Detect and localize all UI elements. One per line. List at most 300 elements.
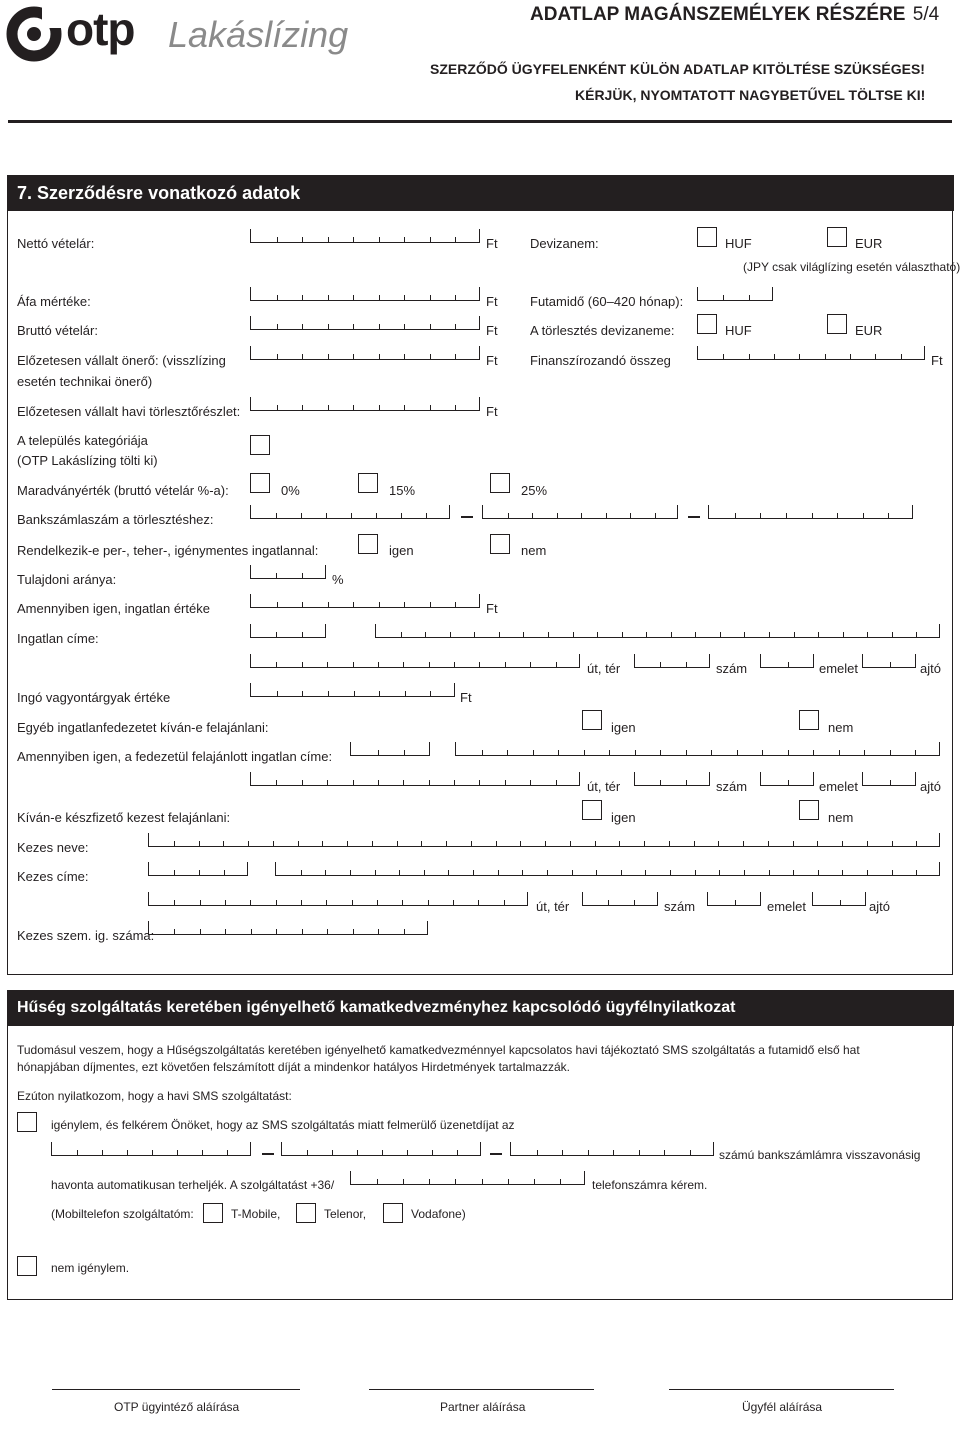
field-cell-tick [430, 295, 431, 300]
field-cell-tick [302, 780, 303, 785]
field-cell-tick [276, 632, 277, 637]
huf-label: HUF [725, 236, 752, 251]
field-cell-tick [378, 780, 379, 785]
field-cell-tick [474, 632, 475, 637]
field-cell-tick [430, 354, 431, 359]
field-cell-tick [453, 900, 454, 905]
field-cell-tick [328, 295, 329, 300]
field-cell-tick [352, 900, 353, 905]
field-cell-tick [177, 1150, 178, 1155]
kezes-szam-field[interactable] [582, 892, 658, 906]
pct25-label: 25% [521, 483, 548, 498]
field-cell-tick [473, 870, 474, 875]
field-cell-tick [404, 405, 405, 410]
rendelkezik-nem-checkbox[interactable] [490, 534, 510, 554]
fedezet-szam-field[interactable] [634, 772, 710, 786]
field-cell-tick [351, 513, 352, 518]
ut-ter-label: út, tér [536, 899, 570, 914]
field-cell-tick [326, 513, 327, 518]
telenor-checkbox[interactable] [296, 1203, 316, 1223]
field-cell-tick [588, 1150, 589, 1155]
field-cell-tick [225, 929, 226, 934]
bankszamla-field-2[interactable] [482, 505, 678, 519]
ingatlan-emelet-field[interactable] [760, 654, 814, 668]
field-cell-tick [174, 870, 175, 875]
field-cell-tick [839, 750, 840, 755]
field-cell-tick [744, 632, 745, 637]
kezes-kerdes-label: Kíván-e készfizető kezest felajánlani: [17, 810, 231, 825]
field-cell-tick [404, 354, 405, 359]
field-cell-tick [842, 870, 843, 875]
field-cell-tick [670, 870, 671, 875]
ingatlan-varos-field[interactable] [375, 624, 940, 638]
finanszirozando-label: Finanszírozandó összeg [530, 353, 671, 368]
ft-label: Ft [486, 294, 498, 309]
field-cell-tick [223, 841, 224, 846]
rendelkezik-igen-checkbox[interactable] [358, 534, 378, 554]
field-cell-tick [557, 513, 558, 518]
field-cell-tick [426, 513, 427, 518]
field-cell-tick [532, 513, 533, 518]
field-cell-tick [533, 750, 534, 755]
field-cell-tick [378, 662, 379, 667]
field-cell-tick [609, 750, 610, 755]
field-cell-tick [446, 841, 447, 846]
field-cell-tick [301, 870, 302, 875]
szam-label: szám [716, 661, 748, 676]
field-cell-tick [353, 324, 354, 329]
ingatlan-erteke-label: Amennyiben igen, ingatlan értéke [17, 601, 210, 616]
field-cell-tick [379, 691, 380, 696]
ft-label: Ft [486, 323, 498, 338]
field-cell-tick [174, 900, 175, 905]
field-cell-tick [619, 841, 620, 846]
egyeb-igen-checkbox[interactable] [582, 710, 602, 730]
fedezet-utca-field[interactable] [250, 772, 580, 786]
field-cell-tick [421, 841, 422, 846]
field-cell-tick [530, 662, 531, 667]
field-cell-tick [397, 841, 398, 846]
field-cell-tick [560, 1179, 561, 1184]
ingatlan-erteke-field[interactable] [250, 594, 480, 608]
tmobile-label: T-Mobile, [231, 1207, 281, 1221]
havi-torleszto-label: Előzetesen vállalt havi törlesztőrészlet: [17, 404, 241, 419]
kezes-szem-label: Kezes szem. ig. száma: [17, 928, 155, 943]
finanszirozando-field[interactable] [697, 346, 925, 360]
field-cell-tick [248, 841, 249, 846]
field-cell-tick [302, 405, 303, 410]
field-cell-tick [711, 750, 712, 755]
eur-label: EUR [855, 236, 883, 251]
kezes-szem-field[interactable] [148, 921, 428, 935]
field-cell-tick [735, 513, 736, 518]
kezes-utca-field[interactable] [148, 892, 528, 906]
emelet-label: emelet [819, 661, 859, 676]
kezes-emelet-field[interactable] [707, 892, 761, 906]
field-cell-tick [522, 870, 523, 875]
field-cell-tick [581, 513, 582, 518]
separator-dash [461, 516, 473, 518]
field-cell-tick [718, 841, 719, 846]
field-cell-tick [840, 900, 841, 905]
kezes-varos-field[interactable] [275, 862, 940, 876]
kezes-irsz-field[interactable] [148, 862, 248, 876]
field-cell-tick [353, 405, 354, 410]
field-cell-tick [507, 750, 508, 755]
field-cell-tick [749, 354, 750, 359]
havonta-text: havonta automatikusan terheljék. A szolgáltatást +36/ [51, 1178, 335, 1192]
field-cell-tick [867, 632, 868, 637]
field-cell-tick [403, 662, 404, 667]
field-cell-tick [353, 237, 354, 242]
field-cell-tick [793, 870, 794, 875]
ut-ter-label: út, tér [587, 779, 621, 794]
ft-label: Ft [486, 236, 498, 251]
field-cell-tick [482, 750, 483, 755]
field-cell-tick [523, 632, 524, 637]
field-cell-tick [768, 841, 769, 846]
igen-label: igen [389, 543, 414, 558]
field-cell-tick [645, 870, 646, 875]
field-cell-tick [277, 354, 278, 359]
field-cell-tick [793, 841, 794, 846]
field-cell-tick [399, 870, 400, 875]
netto-label: Nettó vételár: [17, 236, 95, 251]
field-cell-tick [405, 691, 406, 696]
devizanem-huf-checkbox[interactable] [697, 227, 717, 247]
nem-label: nem [828, 720, 854, 735]
sms-bankszamla-field-1[interactable] [51, 1142, 251, 1156]
field-cell-tick [892, 632, 893, 637]
field-cell-tick [347, 841, 348, 846]
section-7-title: 7. Szerződésre vonatkozó adatok [8, 175, 954, 211]
huseg-p2: Ezúton nyilatkozom, hogy a havi SMS szolgáltatást: [17, 1089, 292, 1103]
bankszamla-field-3[interactable] [708, 505, 913, 519]
ft-label: Ft [486, 353, 498, 368]
field-cell-tick [545, 841, 546, 846]
field-cell-tick [430, 324, 431, 329]
fedezet-irsz-field[interactable] [350, 742, 430, 756]
field-cell-tick [530, 780, 531, 785]
devizanem-label: Devizanem: [530, 236, 599, 251]
field-cell-tick [890, 662, 891, 667]
devizanem-eur-checkbox[interactable] [827, 227, 847, 247]
field-cell-tick [630, 513, 631, 518]
egyeb-label: Egyéb ingatlanfedezetet kíván-e felajánlani: [17, 720, 269, 735]
futamido-field[interactable] [697, 287, 773, 301]
igenylem-checkbox[interactable] [17, 1112, 37, 1132]
bankszamla-label: Bankszámlaszám a törlesztéshez: [17, 512, 214, 527]
onero-label-2: esetén technikai önerő) [17, 374, 153, 389]
field-cell-tick [328, 602, 329, 607]
field-cell-tick [622, 632, 623, 637]
field-cell-tick [250, 900, 251, 905]
field-cell-tick [328, 237, 329, 242]
field-cell-tick [277, 324, 278, 329]
field-cell-tick [639, 1150, 640, 1155]
field-cell-tick [174, 929, 175, 934]
netto-field[interactable] [250, 229, 480, 243]
tulajdoni-label: Tulajdoni aránya: [17, 572, 117, 587]
field-cell-tick [429, 1179, 430, 1184]
field-cell-tick [302, 324, 303, 329]
field-cell-tick [723, 295, 724, 300]
nem-igenylem-checkbox[interactable] [17, 1256, 37, 1276]
field-cell-tick [325, 870, 326, 875]
torlesztes-huf-checkbox[interactable] [697, 314, 717, 334]
bankszamlara-text: számú bankszámlámra visszavonásig [719, 1148, 921, 1162]
ingatlan-ajto-field[interactable] [862, 654, 916, 668]
field-cell-tick [479, 780, 480, 785]
field-cell-tick [227, 1150, 228, 1155]
egyeb-nem-checkbox[interactable] [799, 710, 819, 730]
field-cell-tick [378, 750, 379, 755]
kezes-nem-checkbox[interactable] [799, 800, 819, 820]
field-cell-tick [788, 780, 789, 785]
field-cell-tick [200, 929, 201, 934]
ft-label: Ft [460, 690, 472, 705]
header-note-1: SZERZŐDŐ ÜGYFELENKÉNT KÜLÖN ADATLAP KITÖLTÉSE SZÜKSÉGES! [430, 61, 925, 77]
field-cell-tick [202, 1150, 203, 1155]
separator-dash [262, 1153, 274, 1155]
ft-label: Ft [931, 353, 943, 368]
field-cell-tick [448, 870, 449, 875]
telefon-field[interactable] [350, 1171, 585, 1185]
emelet-label: emelet [767, 899, 807, 914]
vodafone-checkbox[interactable] [383, 1203, 403, 1223]
field-cell-tick [534, 1179, 535, 1184]
kezes-neve-label: Kezes neve: [17, 840, 89, 855]
ajto-label: ajtó [920, 779, 941, 794]
field-cell-tick [328, 354, 329, 359]
ingatlan-utca-field[interactable] [250, 654, 580, 668]
section-7-box [7, 175, 953, 975]
field-cell-tick [102, 1150, 103, 1155]
field-cell-tick [570, 841, 571, 846]
emelet-label: emelet [819, 779, 859, 794]
field-cell-tick [224, 870, 225, 875]
kezes-neve-field[interactable] [148, 833, 940, 847]
szam-label: szám [716, 779, 748, 794]
field-cell-tick [328, 324, 329, 329]
maradvany-label: Maradványérték (bruttó vételár %-a): [17, 483, 229, 498]
field-cell-tick [277, 691, 278, 696]
onero-field[interactable] [250, 346, 480, 360]
field-cell-tick [302, 602, 303, 607]
field-cell-tick [200, 900, 201, 905]
field-cell-tick [479, 662, 480, 667]
igen-label: igen [611, 720, 636, 735]
field-cell-tick [225, 900, 226, 905]
field-cell-tick [404, 237, 405, 242]
field-cell-tick [429, 780, 430, 785]
field-cell-tick [277, 602, 278, 607]
field-cell-tick [379, 237, 380, 242]
field-cell-tick [302, 632, 303, 637]
field-cell-tick [430, 405, 431, 410]
field-cell-tick [556, 780, 557, 785]
logo-subtext: Lakáslízing [168, 14, 349, 55]
havi-torleszto-field[interactable] [250, 397, 480, 411]
field-cell-tick [455, 354, 456, 359]
signature-line-ugyfel[interactable] [669, 1389, 894, 1390]
signature-line-otp[interactable] [52, 1389, 300, 1390]
field-cell-tick [720, 632, 721, 637]
field-cell-tick [737, 750, 738, 755]
field-cell-tick [457, 1150, 458, 1155]
field-cell-tick [596, 870, 597, 875]
field-cell-tick [353, 354, 354, 359]
field-cell-tick [634, 900, 635, 905]
maradvany-15-checkbox[interactable] [358, 473, 378, 493]
field-cell-tick [302, 237, 303, 242]
field-cell-tick [432, 1150, 433, 1155]
field-cell-tick [669, 841, 670, 846]
field-cell-tick [353, 295, 354, 300]
telefonszamra-text: telefonszámra kérem. [592, 1178, 708, 1192]
field-cell-tick [863, 513, 864, 518]
brutto-label: Bruttó vételár: [17, 323, 98, 338]
jpy-note: (JPY csak világlízing esetén választható) [743, 260, 960, 274]
field-cell-tick [686, 750, 687, 755]
fedezet-varos-field[interactable] [455, 742, 940, 756]
pct0-label: 0% [281, 483, 300, 498]
field-cell-tick [353, 929, 354, 934]
field-cell-tick [504, 900, 505, 905]
ingatlan-szam-field[interactable] [634, 654, 710, 668]
field-cell-tick [328, 691, 329, 696]
field-cell-tick [298, 841, 299, 846]
field-cell-tick [547, 870, 548, 875]
field-cell-tick [276, 573, 277, 578]
field-cell-tick [556, 662, 557, 667]
field-cell-tick [375, 870, 376, 875]
field-cell-tick [788, 662, 789, 667]
szam-label: szám [664, 899, 696, 914]
field-cell-tick [277, 237, 278, 242]
field-cell-tick [277, 295, 278, 300]
field-cell-tick [404, 750, 405, 755]
field-cell-tick [402, 900, 403, 905]
field-cell-tick [332, 1150, 333, 1155]
bankszamla-field-1[interactable] [250, 505, 450, 519]
field-cell-tick [812, 513, 813, 518]
field-cell-tick [916, 841, 917, 846]
field-cell-tick [498, 870, 499, 875]
field-cell-tick [430, 237, 431, 242]
header-note-2: KÉRJÜK, NYOMTATOTT NAGYBETŰVEL TÖLTSE KI! [575, 87, 926, 103]
sms-bankszamla-field-3[interactable] [510, 1142, 714, 1156]
field-cell-tick [613, 1150, 614, 1155]
fedezet-ajto-field[interactable] [862, 772, 916, 786]
torlesztes-eur-checkbox[interactable] [827, 314, 847, 334]
field-cell-tick [376, 513, 377, 518]
field-cell-tick [735, 900, 736, 905]
field-cell-tick [377, 1179, 378, 1184]
signature-line-partner[interactable] [369, 1389, 594, 1390]
ingatlan-irsz-field[interactable] [250, 624, 326, 638]
field-cell-tick [276, 929, 277, 934]
field-cell-tick [505, 780, 506, 785]
maradvany-0-checkbox[interactable] [250, 473, 270, 493]
field-cell-tick [774, 354, 775, 359]
field-cell-tick [744, 870, 745, 875]
field-cell-tick [660, 662, 661, 667]
field-cell-tick [276, 900, 277, 905]
field-cell-tick [478, 900, 479, 905]
field-cell-tick [760, 513, 761, 518]
field-cell-tick [813, 750, 814, 755]
field-cell-tick [455, 324, 456, 329]
field-cell-tick [548, 632, 549, 637]
field-cell-tick [302, 295, 303, 300]
huseg-p1-line2: hónapjában díjmentes, ezt követően felszámított díját a mindenkor hatályos Hirdetmények tartalmazzák. [17, 1060, 570, 1074]
field-cell-tick [328, 405, 329, 410]
sms-bankszamla-field-2[interactable] [281, 1142, 481, 1156]
field-cell-tick [401, 513, 402, 518]
onero-label-1: Előzetesen vállalt önerő: (visszlízing [17, 353, 226, 368]
signature-label-partner: Partner aláírása [440, 1400, 526, 1414]
field-cell-tick [660, 780, 661, 785]
ingo-field[interactable] [250, 683, 455, 697]
telepules-label-1: A település kategóriája [17, 433, 148, 448]
field-cell-tick [454, 780, 455, 785]
field-cell-tick [455, 295, 456, 300]
field-cell-tick [850, 354, 851, 359]
tulajdoni-field[interactable] [250, 565, 326, 579]
rendelkezik-label: Rendelkezik-e per-, teher-, igénymentes ingatlannal: [17, 543, 319, 558]
torlesztes-devizanem-label: A törlesztés devizaneme: [530, 323, 675, 338]
kezes-ajto-field[interactable] [812, 892, 866, 906]
kezes-cime-label: Kezes címe: [17, 869, 89, 884]
field-cell-tick [455, 405, 456, 410]
field-cell-tick [743, 841, 744, 846]
field-cell-tick [508, 513, 509, 518]
field-cell-tick [302, 929, 303, 934]
field-cell-tick [430, 602, 431, 607]
field-cell-tick [890, 750, 891, 755]
field-cell-tick [301, 900, 302, 905]
separator-dash [688, 516, 700, 518]
field-cell-tick [354, 691, 355, 696]
afa-field[interactable] [250, 287, 480, 301]
field-cell-tick [455, 237, 456, 242]
telepules-box[interactable] [250, 435, 270, 455]
field-cell-tick [404, 295, 405, 300]
field-cell-tick [892, 870, 893, 875]
field-cell-tick [694, 841, 695, 846]
field-cell-tick [404, 929, 405, 934]
kezes-igen-checkbox[interactable] [582, 800, 602, 820]
brutto-field[interactable] [250, 316, 480, 330]
field-cell-tick [562, 1150, 563, 1155]
signature-label-otp: OTP ügyintéző aláírása [114, 1400, 240, 1414]
field-cell-tick [327, 662, 328, 667]
maradvany-25-checkbox[interactable] [490, 473, 510, 493]
field-cell-tick [353, 780, 354, 785]
ut-ter-label: út, tér [587, 661, 621, 676]
fedezet-emelet-field[interactable] [760, 772, 814, 786]
field-cell-tick [867, 870, 868, 875]
field-cell-tick [301, 513, 302, 518]
field-cell-tick [505, 662, 506, 667]
field-cell-tick [664, 1150, 665, 1155]
field-cell-tick [644, 841, 645, 846]
field-cell-tick [455, 1179, 456, 1184]
nem-label: nem [828, 810, 854, 825]
field-cell-tick [584, 750, 585, 755]
tmobile-checkbox[interactable] [203, 1203, 223, 1223]
